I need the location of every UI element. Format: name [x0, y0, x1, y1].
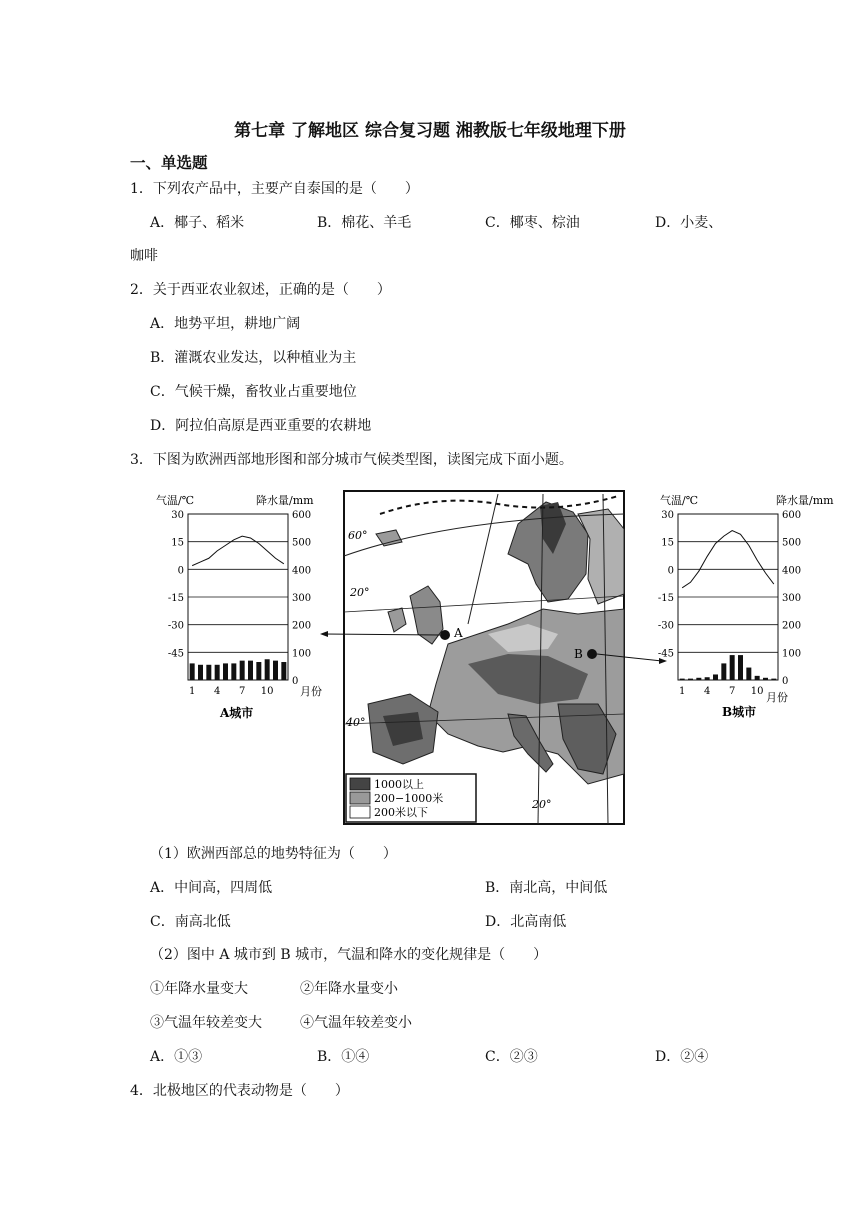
q3-sub2-stem: （2）图中 A 城市到 B 城市，气温和降水的变化规律是（ ） — [150, 947, 548, 963]
chart-b-precip-bar — [771, 679, 776, 680]
q3-sub2-statement-1: ①年降水量变大 — [150, 981, 248, 997]
q1-option-c[interactable]: C．椰枣、棕油 — [485, 215, 580, 231]
chart-a-precip-tick: 400 — [292, 565, 312, 577]
city-b-label: B — [574, 647, 583, 661]
map-legend — [346, 774, 476, 822]
q3-sub2-statement-4: ④气温年较差变小 — [300, 1015, 412, 1031]
q3-sub1-option-b[interactable]: B．南北高，中间低 — [485, 880, 608, 896]
chart-b-precip-tick: 100 — [782, 648, 802, 660]
legend-high: 1000以上 — [374, 778, 424, 791]
chart-a-precip-tick: 300 — [292, 593, 312, 604]
lon-20-label: 20° — [532, 798, 552, 811]
chart-b-month-tick: 1 — [678, 686, 686, 697]
chart-a-precip-tick: 200 — [292, 620, 312, 632]
q1-stem: 1．下列农产品中，主要产自泰国的是（ ） — [130, 181, 419, 197]
lat-20-label: 20° — [350, 586, 370, 599]
chart-a-precip-bar — [231, 663, 236, 680]
chart-a-month-tick: 1 — [188, 686, 196, 697]
chart-b-precip-bar — [755, 676, 760, 680]
chart-a-precip-bar — [198, 665, 203, 680]
q3-sub2-option-d[interactable]: D．②④ — [655, 1049, 709, 1065]
chart-b-temp-tick: -45 — [657, 648, 674, 660]
chart-b-precip-label: 降水量/mm — [776, 494, 834, 507]
q3-stem: 3．下图为欧洲西部地形图和部分城市气候类型图，读图完成下面小题。 — [130, 452, 573, 468]
chart-b-temp-tick: 0 — [667, 565, 674, 577]
chart-b-precip-tick: 500 — [782, 537, 802, 549]
chart-b-month-tick: 4 — [703, 686, 711, 697]
chart-a-precip-label: 降水量/mm — [256, 494, 314, 507]
chart-a-temp-tick: -30 — [167, 620, 184, 632]
lat-60-label: 60° — [348, 529, 368, 542]
q3-sub1-option-a[interactable]: A．中间高，四周低 — [150, 880, 273, 896]
chart-b-precip-bar — [713, 674, 718, 680]
chart-b-temp-tick: -30 — [657, 620, 674, 632]
chart-b-temp-tick: -15 — [657, 593, 674, 604]
chart-b-precip-tick: 400 — [782, 565, 802, 577]
europe-figure — [148, 484, 848, 830]
chart-a-month-tick: 10 — [260, 686, 274, 697]
chart-b-precip-tick: 300 — [782, 593, 802, 604]
chart-b-month-tick: 7 — [728, 686, 736, 697]
chart-a-month-tick: 4 — [213, 686, 221, 697]
chart-b-city-label: B城市 — [722, 705, 757, 719]
q1-option-b[interactable]: B．棉花、羊毛 — [317, 215, 412, 231]
q2-stem: 2．关于西亚农业叙述，正确的是（ ） — [130, 282, 391, 298]
europe-map — [320, 491, 667, 824]
chart-a-temp-line — [192, 536, 284, 566]
chart-b-precip-bar — [680, 679, 685, 680]
chart-a-month-tick: 7 — [238, 686, 246, 697]
chart-b-temp-tick: 30 — [661, 510, 674, 521]
chart-b-precip-bar — [721, 663, 726, 680]
chart-b-precip-tick: 0 — [782, 676, 789, 687]
chart-a-precip-tick: 100 — [292, 648, 312, 660]
chart-a-precip-bar — [248, 661, 253, 680]
chart-a-city-label: A城市 — [220, 706, 254, 720]
chart-a-precip-bar — [256, 662, 261, 680]
city-a-marker — [440, 630, 450, 640]
chart-a-temp-tick: 15 — [171, 537, 184, 549]
chart-b-month-unit: 月份 — [766, 691, 788, 704]
q3-sub2-statement-2: ②年降水量变小 — [300, 981, 398, 997]
chart-b-precip-tick: 200 — [782, 620, 802, 632]
chart-a-precip-tick: 0 — [292, 676, 299, 687]
section-heading: 一、单选题 — [130, 154, 208, 172]
q1-option-a[interactable]: A．椰子、稻米 — [150, 215, 245, 231]
q3-sub2-option-a[interactable]: A．①③ — [150, 1049, 203, 1065]
city-a-label: A — [454, 626, 463, 640]
chart-a-precip-bar — [265, 659, 270, 680]
chart-b-month-tick: 10 — [750, 686, 764, 697]
legend-low: 200米以下 — [374, 806, 428, 819]
chart-b-precip-bar — [696, 678, 701, 680]
lat-40-label: 40° — [346, 716, 366, 729]
chart-b-precip-bar — [705, 677, 710, 680]
city-b-marker — [587, 649, 597, 659]
q2-option-c[interactable]: C．气候干燥，畜牧业占重要地位 — [150, 384, 357, 400]
chart-b-temp-line — [682, 531, 774, 588]
chart-a-precip-bar — [240, 661, 245, 680]
chart-b-precip-tick: 600 — [782, 510, 802, 521]
q2-option-d[interactable]: D．阿拉伯高原是西亚重要的农耕地 — [150, 418, 372, 434]
q2-option-a[interactable]: A．地势平坦，耕地广阔 — [150, 316, 301, 332]
q2-option-b[interactable]: B．灌溉农业发达，以种植业为主 — [150, 350, 357, 366]
q3-sub1-option-d[interactable]: D．北高南低 — [485, 914, 567, 930]
q4-stem: 4．北极地区的代表动物是（ ） — [130, 1083, 349, 1099]
q3-sub2-option-b[interactable]: B．①④ — [317, 1049, 370, 1065]
q1-option-d-wrap: 咖啡 — [130, 248, 158, 264]
chart-a-precip-bar — [281, 662, 286, 680]
q3-sub2-statement-3: ③气温年较差变大 — [150, 1015, 262, 1031]
climate-chart-a — [156, 493, 322, 720]
chart-a-precip-tick: 600 — [292, 510, 312, 521]
chart-a-temp-tick: 0 — [177, 565, 184, 577]
chart-b-temp-label: 气温/℃ — [660, 494, 699, 507]
chart-a-temp-tick: -15 — [167, 593, 184, 604]
chart-b-precip-bar — [730, 655, 735, 680]
chart-a-temp-tick: -45 — [167, 648, 184, 660]
q3-sub1-option-c[interactable]: C．南高北低 — [150, 914, 231, 930]
page-title: 第七章 了解地区 综合复习题 湘教版七年级地理下册 — [234, 121, 626, 141]
chart-a-precip-bar — [215, 665, 220, 680]
q3-sub1-stem: （1）欧洲西部总的地势特征为（ ） — [150, 846, 397, 862]
chart-a-temp-label: 气温/℃ — [156, 494, 195, 507]
chart-a-temp-tick: 30 — [171, 510, 184, 521]
chart-b-precip-bar — [763, 678, 768, 680]
chart-a-precip-bar — [190, 663, 195, 680]
chart-b-temp-tick: 15 — [661, 537, 674, 549]
chart-a-month-unit: 月份 — [300, 685, 322, 698]
chart-a-precip-tick: 500 — [292, 537, 312, 549]
q1-option-d[interactable]: D．小麦、 — [655, 215, 723, 231]
chart-a-precip-bar — [206, 665, 211, 680]
q3-sub2-option-c[interactable]: C．②③ — [485, 1049, 538, 1065]
chart-b-precip-bar — [738, 655, 743, 680]
chart-b-precip-bar — [746, 668, 751, 680]
chart-a-precip-bar — [223, 663, 228, 680]
chart-a-precip-bar — [273, 661, 278, 680]
legend-mid: 200−1000米 — [374, 792, 444, 805]
climate-chart-b — [658, 493, 834, 719]
chart-b-precip-bar — [688, 679, 693, 680]
